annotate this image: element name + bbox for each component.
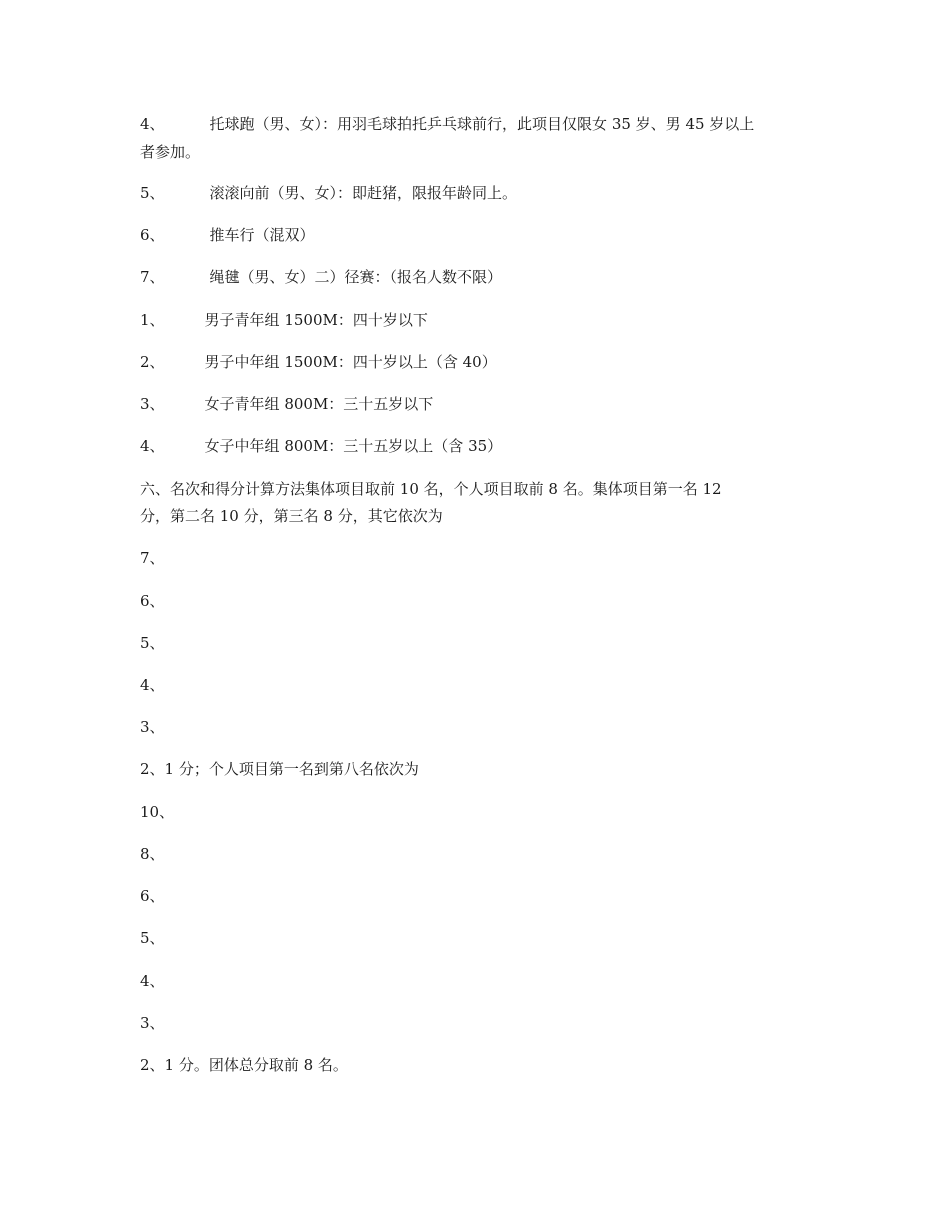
list-item: 3、 (140, 718, 165, 736)
list-item: 4、 (140, 676, 165, 694)
item-text: 滚滚向前（男、女）：即赶猪，限报年龄同上。 (209, 184, 518, 202)
item-text: 绳毽（男、女）二）径赛：（报名人数不限） (209, 268, 503, 286)
item-number: 4、 (140, 437, 165, 455)
item-text: 托球跑（男、女）：用羽毛球拍托乒乓球前行，此项目仅限女 35 岁、男 45 岁以上 (209, 115, 755, 133)
list-item: 8、 (140, 845, 165, 863)
item-text: 男子青年组 1500M：四十岁以下 (204, 311, 428, 329)
section-text: 分，第二名 10 分，第三名 8 分，其它依次为 (140, 507, 443, 525)
item-number: 5、 (140, 184, 165, 202)
list-item: 5、 (140, 634, 165, 652)
list-item (140, 112, 754, 136)
item-number: 2、 (140, 353, 165, 371)
list-item: 7、 (140, 549, 165, 567)
item-number: 7、 (140, 268, 165, 286)
list-item (140, 434, 502, 458)
list-item (140, 350, 497, 374)
list-item: 4、 (140, 972, 165, 990)
item-text: 男子中年组 1500M：四十岁以上（含 40） (204, 353, 497, 371)
list-item (140, 223, 315, 247)
item-text: 者参加。 (140, 143, 201, 161)
list-item: 6、 (140, 592, 165, 610)
list-item (140, 181, 517, 205)
list-item: 2、1 分；个人项目第一名到第八名依次为 (140, 760, 419, 778)
item-number: 6、 (140, 226, 165, 244)
item-number: 3、 (140, 395, 165, 413)
item-text: 女子中年组 800M：三十五岁以上（含 35） (204, 437, 503, 455)
item-number: 4、 (140, 115, 165, 133)
list-item: 3、 (140, 1014, 165, 1032)
list-item: 6、 (140, 887, 165, 905)
list-item-continuation (140, 140, 200, 164)
list-item: 2、1 分。团体总分取前 8 名。 (140, 1056, 348, 1074)
list-item: 10、 (140, 803, 175, 821)
list-item (140, 308, 428, 332)
list-item: 5、 (140, 929, 165, 947)
item-number: 1、 (140, 311, 165, 329)
item-text: 推车行（混双） (209, 226, 315, 244)
section-heading: 六、名次和得分计算方法集体项目取前 10 名，个人项目取前 8 名。集体项目第一名 12 (140, 480, 722, 498)
list-item (140, 392, 433, 416)
list-item (140, 265, 502, 289)
item-text: 女子青年组 800M：三十五岁以下 (204, 395, 434, 413)
